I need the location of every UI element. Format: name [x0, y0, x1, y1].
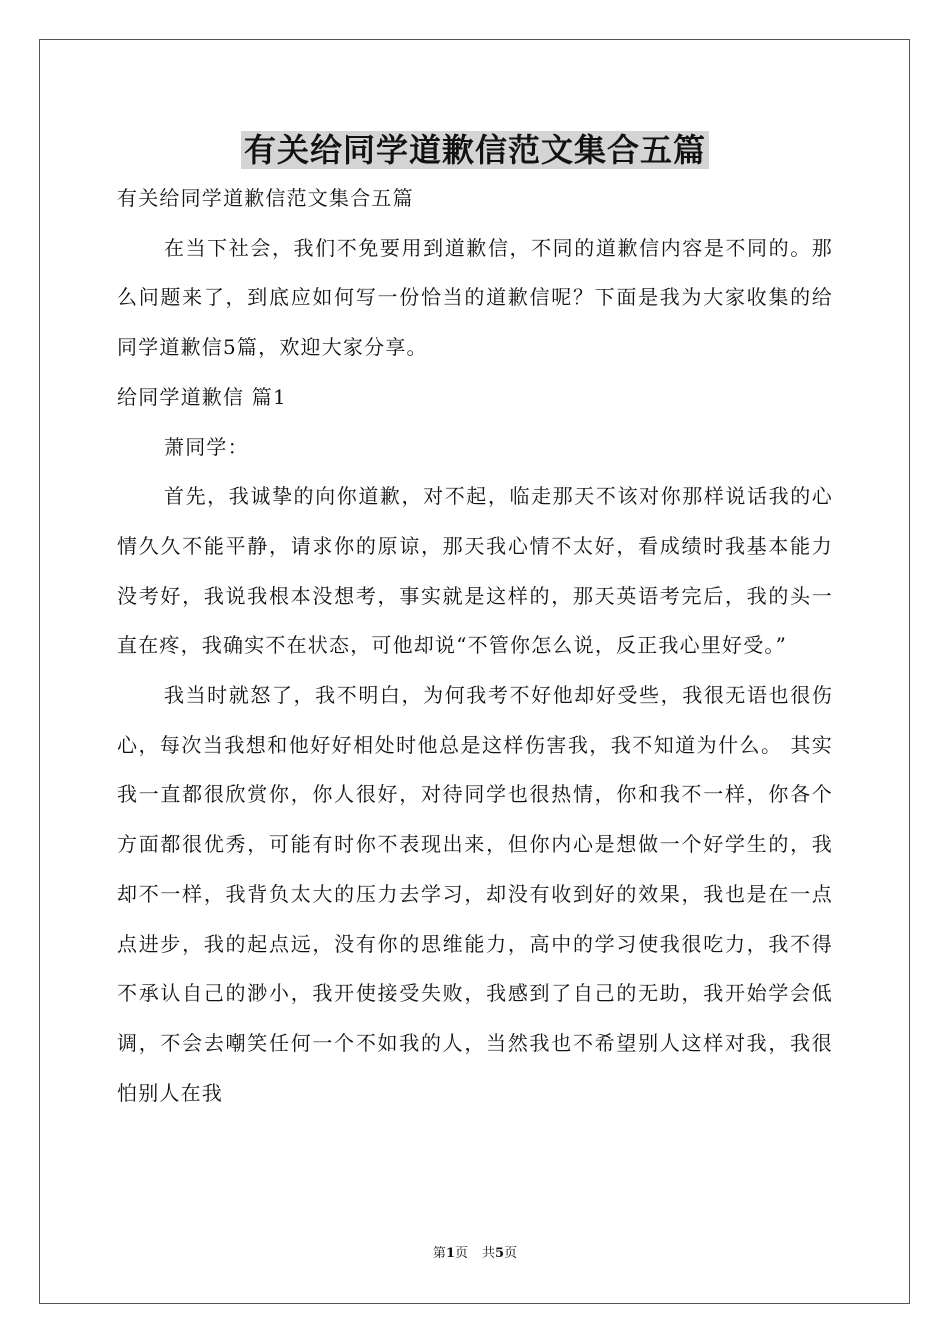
- document-body: [117, 174, 833, 1118]
- document-title-text: 有关给同学道歉信范文集合五篇: [241, 131, 709, 169]
- footer-page-prefix: 第: [432, 1246, 446, 1261]
- page-footer: [0, 1244, 950, 1264]
- footer-page-current: 1: [445, 1246, 455, 1261]
- paragraph-apology: 首先，我诚挚的向你道歉，对不起，临走那天不该对你那样说话我的心情久久不能平静，请求你的原谅，那天我心情不太好，看成绩时我基本能力没考好，我说我根本没想考，事实就是这样的，那天英语考完后，我的头一直在疼，我确实不在状态，可他却说“不管你怎么说，反正我心里好受。”: [117, 484, 833, 658]
- paragraph-salutation: 萧同学：: [164, 434, 249, 459]
- section-heading-letter-1: 给同学道歉信 篇1: [117, 384, 287, 409]
- document-title: [0, 124, 950, 176]
- footer-total-suffix: 页: [504, 1246, 518, 1261]
- footer-page-suffix: 页: [454, 1246, 468, 1261]
- footer-page-total: 5: [495, 1246, 505, 1261]
- paragraph-intro: 在当下社会，我们不免要用到道歉信，不同的道歉信内容是不同的。那么问题来了，到底应如何写一份恰当的道歉信呢？下面是我为大家收集的给同学道歉信5篇，欢迎大家分享。: [117, 235, 833, 360]
- footer-total-prefix: 共: [482, 1246, 496, 1261]
- paragraph-explanation: 我当时就怒了，我不明白，为何我考不好他却好受些，我很无语也很伤心，每次当我想和他好好相处时他总是这样伤害我，我不知道为什么。 其实我一直都很欣赏你，你人很好，对待同学也很热情，你和我不一样，你各个方面都很优秀，可能有时你不表现出来，但你内心是想做一个好学生的，我却不一样，我背负太大的压力去学习，却没有收到好的效果，我也是在一点点进步，我的起点远，没有你的思维能力，高中的学习使我很吃力，我不得不承认自己的渺小，我开使接受失败，我感到了自己的无助，我开始学会低调，不会去嘲笑任何一个不如我的人，当然我也不希望别人这样对我，我很怕别人在我: [117, 683, 833, 1105]
- paragraph-subtitle: 有关给同学道歉信范文集合五篇: [117, 186, 414, 210]
